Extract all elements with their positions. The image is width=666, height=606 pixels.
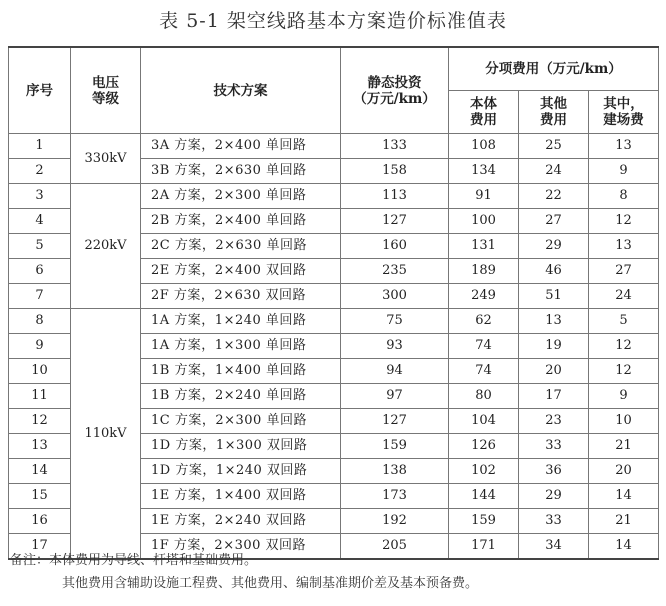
cell-seq: 1 [9,134,71,159]
table-row [9,309,659,334]
cell-body-cost: 102 [449,459,519,484]
cell-other-cost: 24 [519,159,589,184]
cell-seq: 12 [9,409,71,434]
cell-seq: 2 [9,159,71,184]
cell-voltage: 110kV [71,309,141,560]
cell-scheme: 1E 方案，2×240 双回路 [141,509,341,534]
cell-static-invest: 159 [341,434,449,459]
cell-scheme: 3A 方案，2×400 单回路 [141,134,341,159]
cell-seq: 16 [9,509,71,534]
table-row [9,184,659,209]
cell-seq: 3 [9,184,71,209]
cell-body-cost: 80 [449,384,519,409]
cell-scheme: 3B 方案，2×630 单回路 [141,159,341,184]
cell-body-cost: 249 [449,284,519,309]
cell-site-cost: 12 [589,334,659,359]
cell-seq: 17 [9,534,71,560]
cell-body-cost: 159 [449,509,519,534]
cell-other-cost: 46 [519,259,589,284]
cell-seq: 4 [9,209,71,234]
cell-other-cost: 29 [519,484,589,509]
note-line-1: 备注：本体费用为导线、杆塔和基础费用。 [10,553,258,568]
header-body-cost: 本体 费用 [449,91,519,134]
cell-body-cost: 144 [449,484,519,509]
cell-scheme: 1E 方案，1×400 双回路 [141,484,341,509]
cell-other-cost: 23 [519,409,589,434]
cell-scheme: 2C 方案，2×630 单回路 [141,234,341,259]
cell-scheme: 2F 方案，2×630 双回路 [141,284,341,309]
cell-static-invest: 158 [341,159,449,184]
cell-body-cost: 74 [449,334,519,359]
header-scheme: 技术方案 [141,47,341,134]
cell-static-invest: 127 [341,209,449,234]
header-other-cost: 其他 费用 [519,91,589,134]
cell-body-cost: 189 [449,259,519,284]
cell-site-cost: 21 [589,434,659,459]
cell-site-cost: 14 [589,534,659,560]
cell-static-invest: 93 [341,334,449,359]
cell-scheme: 1B 方案，1×400 单回路 [141,359,341,384]
cell-body-cost: 91 [449,184,519,209]
cell-seq: 5 [9,234,71,259]
cell-site-cost: 13 [589,234,659,259]
cell-other-cost: 25 [519,134,589,159]
cell-static-invest: 235 [341,259,449,284]
cell-scheme: 1C 方案，2×300 单回路 [141,409,341,434]
cell-site-cost: 9 [589,159,659,184]
cell-body-cost: 62 [449,309,519,334]
cell-scheme: 1D 方案，1×300 双回路 [141,434,341,459]
cell-scheme: 2E 方案，2×400 双回路 [141,259,341,284]
cell-other-cost: 36 [519,459,589,484]
header-voltage: 电压 等级 [71,47,141,134]
cell-static-invest: 160 [341,234,449,259]
cell-static-invest: 138 [341,459,449,484]
cell-other-cost: 33 [519,509,589,534]
cell-voltage: 330kV [71,134,141,184]
cell-body-cost: 134 [449,159,519,184]
cell-other-cost: 22 [519,184,589,209]
cell-body-cost: 100 [449,209,519,234]
cell-other-cost: 34 [519,534,589,560]
cell-body-cost: 171 [449,534,519,560]
table-body [9,134,659,560]
cell-body-cost: 74 [449,359,519,384]
cell-seq: 7 [9,284,71,309]
cell-static-invest: 94 [341,359,449,384]
cell-static-invest: 127 [341,409,449,434]
cell-static-invest: 173 [341,484,449,509]
cell-other-cost: 20 [519,359,589,384]
cell-site-cost: 9 [589,384,659,409]
cell-static-invest: 113 [341,184,449,209]
cell-scheme: 1F 方案，2×300 双回路 [141,534,341,560]
cell-scheme: 1B 方案，2×240 单回路 [141,384,341,409]
cell-scheme: 2B 方案，2×400 单回路 [141,209,341,234]
cell-static-invest: 300 [341,284,449,309]
cell-site-cost: 10 [589,409,659,434]
table-row [9,134,659,159]
cell-body-cost: 104 [449,409,519,434]
cell-static-invest: 75 [341,309,449,334]
header-static-invest: 静态投资 （万元/km） [341,47,449,134]
cell-site-cost: 12 [589,359,659,384]
cell-site-cost: 8 [589,184,659,209]
cell-body-cost: 108 [449,134,519,159]
cell-site-cost: 27 [589,259,659,284]
cell-seq: 13 [9,434,71,459]
cell-seq: 15 [9,484,71,509]
cell-scheme: 1D 方案，1×240 双回路 [141,459,341,484]
cell-other-cost: 51 [519,284,589,309]
cell-site-cost: 24 [589,284,659,309]
cell-site-cost: 12 [589,209,659,234]
cell-other-cost: 33 [519,434,589,459]
cell-seq: 14 [9,459,71,484]
cell-site-cost: 21 [589,509,659,534]
cell-static-invest: 192 [341,509,449,534]
cell-seq: 10 [9,359,71,384]
cell-other-cost: 19 [519,334,589,359]
cell-other-cost: 27 [519,209,589,234]
header-itemized: 分项费用（万元/km） [449,47,659,91]
cell-site-cost: 14 [589,484,659,509]
cell-scheme: 2A 方案，2×300 单回路 [141,184,341,209]
cell-static-invest: 133 [341,134,449,159]
cell-site-cost: 5 [589,309,659,334]
cell-seq: 9 [9,334,71,359]
cell-static-invest: 97 [341,384,449,409]
note-line-2: 其他费用含辅助设施工程费、其他费用、编制基准期价差及基本预备费。 [62,576,479,591]
cell-site-cost: 13 [589,134,659,159]
header-site-cost: 其中， 建场费 [589,91,659,134]
cell-seq: 6 [9,259,71,284]
cell-other-cost: 17 [519,384,589,409]
cell-site-cost: 20 [589,459,659,484]
cell-scheme: 1A 方案，1×300 单回路 [141,334,341,359]
cell-voltage: 220kV [71,184,141,309]
notes [10,549,660,595]
cell-body-cost: 131 [449,234,519,259]
cost-standard-table [8,46,659,560]
cell-seq: 11 [9,384,71,409]
cell-body-cost: 126 [449,434,519,459]
cell-static-invest: 205 [341,534,449,560]
header-seq: 序号 [9,47,71,134]
cell-scheme: 1A 方案，1×240 单回路 [141,309,341,334]
cell-seq: 8 [9,309,71,334]
table-title: 表 5-1 架空线路基本方案造价标准值表 [159,10,507,32]
cell-other-cost: 29 [519,234,589,259]
cell-other-cost: 13 [519,309,589,334]
